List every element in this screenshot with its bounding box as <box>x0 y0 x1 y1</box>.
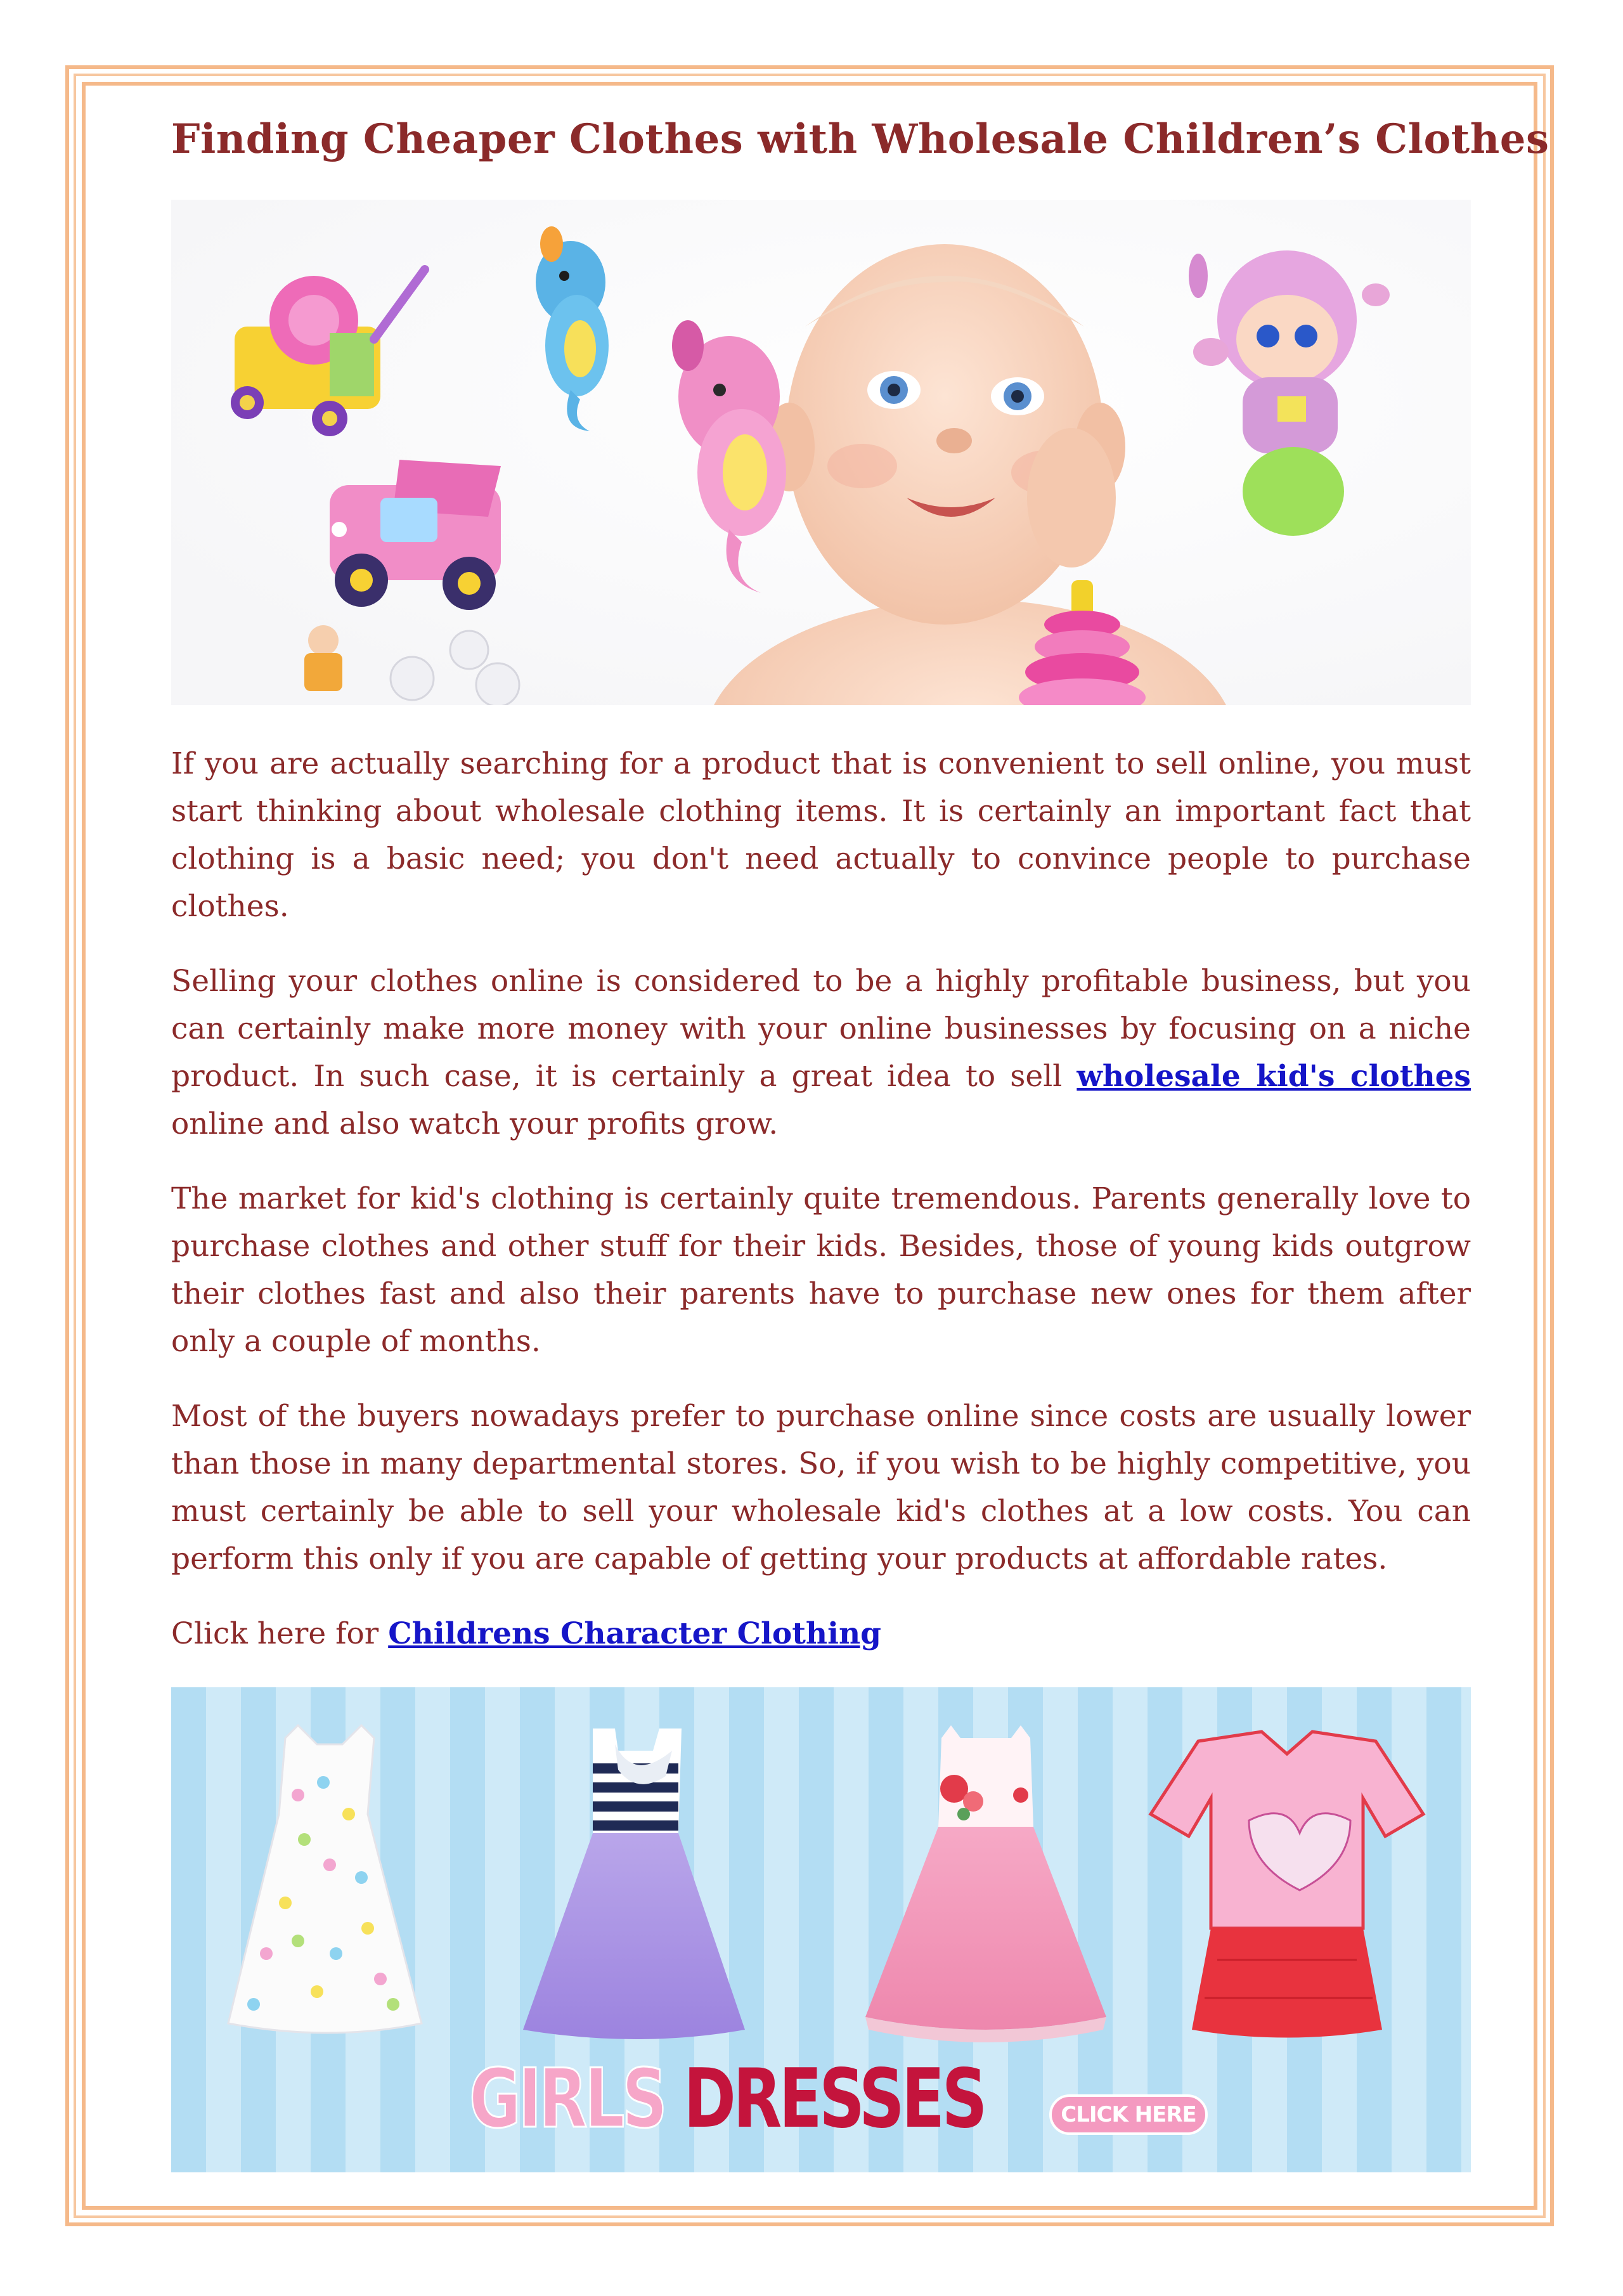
paragraph-5 <box>171 1610 1471 1657</box>
paragraph-4: Most of the buyers nowadays prefer to purchase online since costs are usually lower than those in many departmental stores. So, if you wish to be highly competitive, you must certainly be able to sell your wholesale kid's clothes at a low costs. You can perform this only if you are capable of getting your products at affordable rates. <box>171 1399 1471 1576</box>
click-here-text: Click here for <box>171 1616 389 1651</box>
childrens-character-clothing-link[interactable]: Childrens Character Clothing <box>388 1616 881 1651</box>
document-body <box>171 108 1549 2172</box>
girls-dresses-banner[interactable] <box>171 1687 1471 2172</box>
paragraph-3: The market for kid's clothing is certainly quite tremendous. Parents generally love to purchase clothes and other stuff for their kids. Besides, those of young kids outgrow their clothes fast and also their parents have to purchase new ones for them after only a couple of months. <box>171 1181 1471 1359</box>
wholesale-kids-clothes-link[interactable]: wholesale kid's clothes <box>1077 1059 1471 1094</box>
paragraph-1: If you are actually searching for a product that is convenient to sell online, you must start thinking about wholesale clothing items. It is certainly an important fact that clothing is a basic need; you don't need actually to convince people to purchase clothes. <box>171 746 1471 924</box>
girls-dresses-heading <box>469 2052 985 2146</box>
banner-word-dresses: DRESSES <box>683 2052 985 2146</box>
page-title: Finding Cheaper Clothes with Wholesale Children’s Clothes <box>171 115 1549 163</box>
hero-illustration <box>171 200 1471 705</box>
paragraph-2-text-start: Selling your clothes online is considered to be a highly profitable business, but you can certainly make more money with your online businesses by focusing on a niche product. In such case, it is certainly a great idea to sell <box>171 964 1471 1094</box>
paragraph-2 <box>171 957 1471 1148</box>
hero-image-baby-toys <box>171 200 1471 705</box>
banner-word-girls: GIRLS <box>469 2052 665 2146</box>
click-here-button[interactable]: CLICK HERE <box>1049 2094 1208 2135</box>
paragraph-2-text-end: online and also watch your profits grow. <box>171 1106 779 1141</box>
